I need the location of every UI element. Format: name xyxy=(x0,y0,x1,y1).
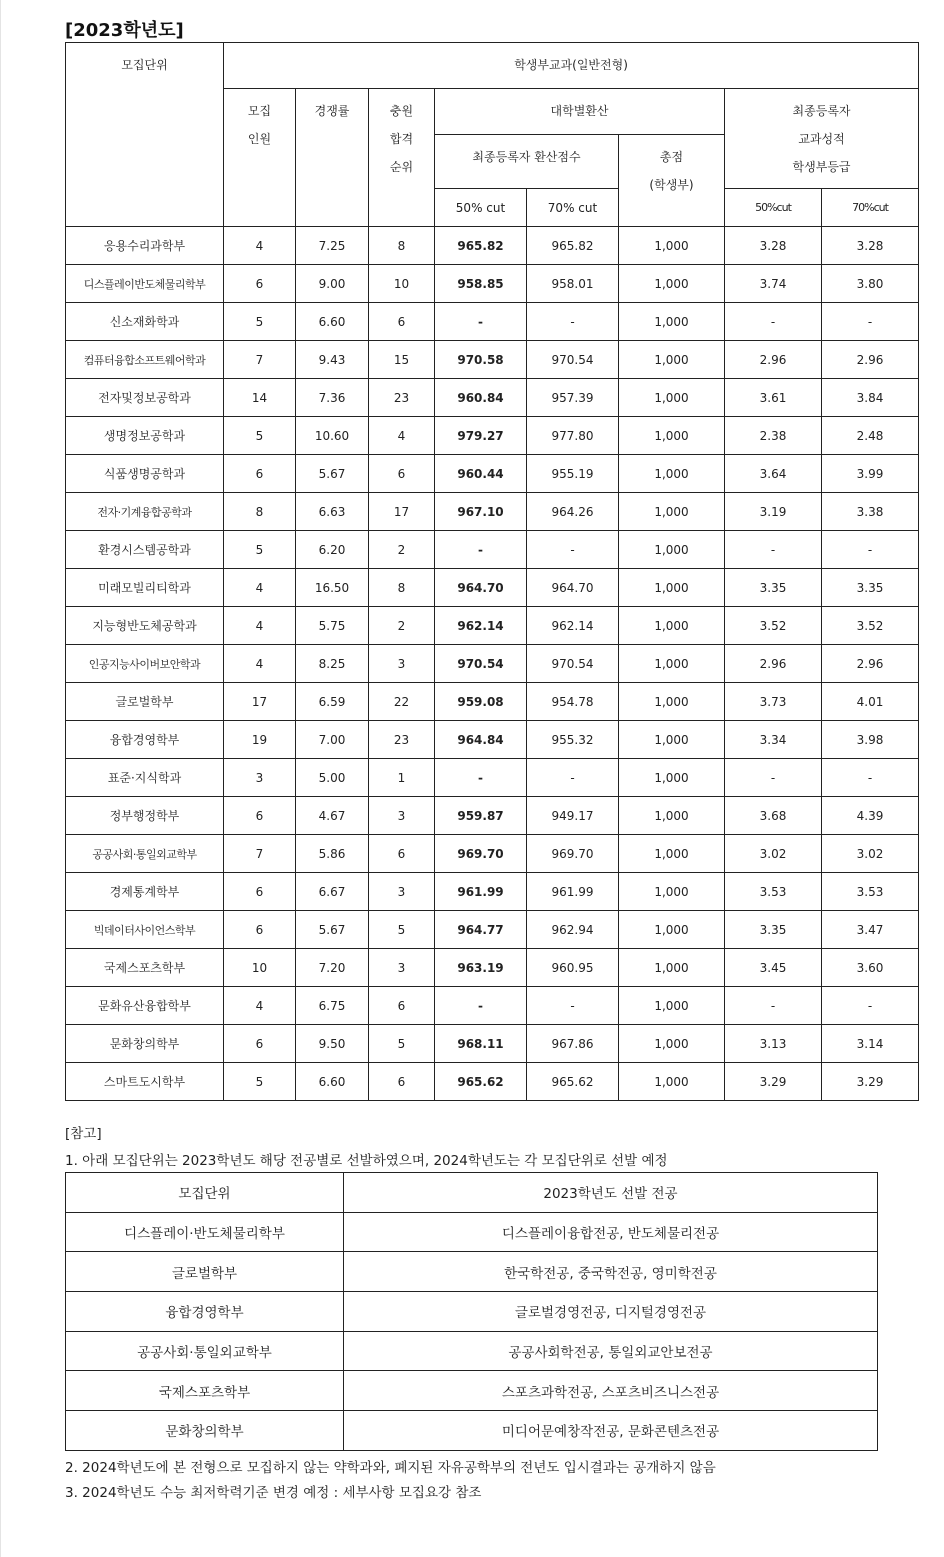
cell-waitlist: 4 xyxy=(369,417,435,455)
major-cell-majors: 공공사회학전공, 통일외교안보전공 xyxy=(344,1331,878,1371)
cell-total: 1,000 xyxy=(619,1063,725,1101)
cell-cut50: - xyxy=(435,987,527,1025)
cell-total: 1,000 xyxy=(619,227,725,265)
cell-cut50: 960.44 xyxy=(435,455,527,493)
cell-cut50: 960.84 xyxy=(435,379,527,417)
major-cell-unit: 융합경영학부 xyxy=(66,1292,344,1332)
cell-unit: 인공지능사이버보안학과 xyxy=(66,645,224,683)
table-row xyxy=(66,645,919,683)
table-row xyxy=(66,379,919,417)
cell-unit: 글로벌학부 xyxy=(66,683,224,721)
cell-total: 1,000 xyxy=(619,759,725,797)
cell-grade70: - xyxy=(822,759,919,797)
cell-total: 1,000 xyxy=(619,531,725,569)
cell-cut70: 955.19 xyxy=(527,455,619,493)
cell-recruit: 5 xyxy=(224,531,296,569)
cell-recruit: 6 xyxy=(224,873,296,911)
cell-grade70: 3.02 xyxy=(822,835,919,873)
major-cell-unit: 공공사회·통일외교학부 xyxy=(66,1331,344,1371)
cell-grade70: 3.14 xyxy=(822,1025,919,1063)
table-row xyxy=(66,265,919,303)
cell-competition: 5.67 xyxy=(296,911,369,949)
cell-cut50: - xyxy=(435,303,527,341)
cell-waitlist: 6 xyxy=(369,987,435,1025)
table-row xyxy=(66,455,919,493)
header-univ-conv: 대학별환산 xyxy=(435,89,725,135)
cell-unit: 문화창의학부 xyxy=(66,1025,224,1063)
cell-total: 1,000 xyxy=(619,379,725,417)
major-row xyxy=(66,1331,878,1371)
admission-results-table xyxy=(65,42,919,1101)
cell-waitlist: 17 xyxy=(369,493,435,531)
cell-unit: 문화유산융합학부 xyxy=(66,987,224,1025)
cell-recruit: 3 xyxy=(224,759,296,797)
cell-recruit: 6 xyxy=(224,265,296,303)
cell-grade50: 3.02 xyxy=(725,835,822,873)
cell-unit: 표준·지식학과 xyxy=(66,759,224,797)
cell-total: 1,000 xyxy=(619,569,725,607)
table-row xyxy=(66,759,919,797)
cell-cut50: 964.84 xyxy=(435,721,527,759)
cell-unit: 정부행정학부 xyxy=(66,797,224,835)
cell-cut50: 962.14 xyxy=(435,607,527,645)
cell-cut50: 965.62 xyxy=(435,1063,527,1101)
cell-competition: 7.36 xyxy=(296,379,369,417)
cell-waitlist: 6 xyxy=(369,303,435,341)
cell-unit: 스마트도시학부 xyxy=(66,1063,224,1101)
cell-waitlist: 8 xyxy=(369,227,435,265)
cell-competition: 5.75 xyxy=(296,607,369,645)
cell-cut50: 958.85 xyxy=(435,265,527,303)
cell-cut50: 970.58 xyxy=(435,341,527,379)
cell-grade70: 2.48 xyxy=(822,417,919,455)
major-cell-majors: 디스플레이융합전공, 반도체물리전공 xyxy=(344,1212,878,1252)
cell-unit: 전자·기계융합공학과 xyxy=(66,493,224,531)
cell-grade50: 3.13 xyxy=(725,1025,822,1063)
cell-cut50: 979.27 xyxy=(435,417,527,455)
cell-total: 1,000 xyxy=(619,683,725,721)
cell-cut70: 965.62 xyxy=(527,1063,619,1101)
cell-grade50: 3.28 xyxy=(725,227,822,265)
cell-grade70: 3.53 xyxy=(822,873,919,911)
cell-waitlist: 3 xyxy=(369,797,435,835)
cell-cut70: - xyxy=(527,987,619,1025)
cell-grade50: 3.45 xyxy=(725,949,822,987)
major-cell-unit: 문화창의학부 xyxy=(66,1411,344,1451)
major-row xyxy=(66,1292,878,1332)
cell-total: 1,000 xyxy=(619,721,725,759)
major-table xyxy=(65,1172,878,1451)
cell-recruit: 4 xyxy=(224,569,296,607)
cell-competition: 6.60 xyxy=(296,1063,369,1101)
cell-grade50: 3.35 xyxy=(725,569,822,607)
cell-grade50: - xyxy=(725,987,822,1025)
table-row xyxy=(66,873,919,911)
cell-waitlist: 3 xyxy=(369,873,435,911)
cell-waitlist: 6 xyxy=(369,1063,435,1101)
cell-total: 1,000 xyxy=(619,493,725,531)
major-cell-majors: 미디어문예창작전공, 문화콘텐츠전공 xyxy=(344,1411,878,1451)
header-grade50: 50%cut xyxy=(725,189,822,227)
cell-competition: 8.25 xyxy=(296,645,369,683)
cell-cut50: 969.70 xyxy=(435,835,527,873)
cell-competition: 4.67 xyxy=(296,797,369,835)
cell-waitlist: 22 xyxy=(369,683,435,721)
cell-unit: 미래모빌리티학과 xyxy=(66,569,224,607)
cell-grade50: 3.73 xyxy=(725,683,822,721)
cell-competition: 7.20 xyxy=(296,949,369,987)
major-cell-unit: 국제스포츠학부 xyxy=(66,1371,344,1411)
cell-waitlist: 23 xyxy=(369,721,435,759)
cell-unit: 응용수리과학부 xyxy=(66,227,224,265)
header-final-conv: 최종등록자 환산점수 xyxy=(435,135,619,189)
cell-waitlist: 5 xyxy=(369,1025,435,1063)
header-cut50: 50% cut xyxy=(435,189,527,227)
cell-waitlist: 3 xyxy=(369,645,435,683)
header-grade70: 70%cut xyxy=(822,189,919,227)
cell-waitlist: 3 xyxy=(369,949,435,987)
cell-cut70: 964.26 xyxy=(527,493,619,531)
table-row xyxy=(66,721,919,759)
table-row xyxy=(66,987,919,1025)
cell-waitlist: 6 xyxy=(369,455,435,493)
cell-waitlist: 5 xyxy=(369,911,435,949)
cell-competition: 6.59 xyxy=(296,683,369,721)
cell-grade50: 2.96 xyxy=(725,341,822,379)
cell-recruit: 6 xyxy=(224,911,296,949)
cell-unit: 컴퓨터융합소프트웨어학과 xyxy=(66,341,224,379)
cell-grade50: 3.35 xyxy=(725,911,822,949)
cell-grade50: 3.19 xyxy=(725,493,822,531)
table-row xyxy=(66,417,919,455)
cell-recruit: 4 xyxy=(224,607,296,645)
cell-cut70: - xyxy=(527,759,619,797)
cell-total: 1,000 xyxy=(619,949,725,987)
cell-competition: 9.00 xyxy=(296,265,369,303)
cell-unit: 식품생명공학과 xyxy=(66,455,224,493)
cell-grade50: 3.74 xyxy=(725,265,822,303)
cell-recruit: 14 xyxy=(224,379,296,417)
cell-waitlist: 6 xyxy=(369,835,435,873)
cell-cut50: 963.19 xyxy=(435,949,527,987)
cell-recruit: 7 xyxy=(224,341,296,379)
cell-total: 1,000 xyxy=(619,455,725,493)
cell-grade50: 3.61 xyxy=(725,379,822,417)
cell-waitlist: 23 xyxy=(369,379,435,417)
cell-cut70: 955.32 xyxy=(527,721,619,759)
major-row xyxy=(66,1371,878,1411)
major-cell-unit: 디스플레이·반도체물리학부 xyxy=(66,1212,344,1252)
cell-competition: 6.75 xyxy=(296,987,369,1025)
major-cell-majors: 스포츠과학전공, 스포츠비즈니스전공 xyxy=(344,1371,878,1411)
table-row xyxy=(66,797,919,835)
header-total: 총점 (학생부) xyxy=(619,135,725,227)
cell-total: 1,000 xyxy=(619,645,725,683)
notes-heading: [참고] xyxy=(65,1126,102,1142)
cell-grade70: 3.29 xyxy=(822,1063,919,1101)
cell-grade50: 3.29 xyxy=(725,1063,822,1101)
cell-cut70: 954.78 xyxy=(527,683,619,721)
cell-cut70: 962.14 xyxy=(527,607,619,645)
table-row xyxy=(66,911,919,949)
cell-total: 1,000 xyxy=(619,341,725,379)
cell-cut70: 960.95 xyxy=(527,949,619,987)
cell-recruit: 6 xyxy=(224,455,296,493)
cell-cut70: 965.82 xyxy=(527,227,619,265)
cell-grade70: 4.39 xyxy=(822,797,919,835)
cell-grade70: - xyxy=(822,531,919,569)
cell-recruit: 17 xyxy=(224,683,296,721)
cell-grade70: 3.80 xyxy=(822,265,919,303)
table-row xyxy=(66,683,919,721)
cell-grade70: - xyxy=(822,987,919,1025)
table-row xyxy=(66,949,919,987)
cell-recruit: 19 xyxy=(224,721,296,759)
cell-recruit: 6 xyxy=(224,1025,296,1063)
table-row xyxy=(66,227,919,265)
cell-unit: 빅데이터사이언스학부 xyxy=(66,911,224,949)
cell-cut50: - xyxy=(435,531,527,569)
cell-grade70: - xyxy=(822,303,919,341)
cell-total: 1,000 xyxy=(619,607,725,645)
cell-competition: 16.50 xyxy=(296,569,369,607)
table-row xyxy=(66,493,919,531)
cell-unit: 국제스포츠학부 xyxy=(66,949,224,987)
cell-recruit: 5 xyxy=(224,417,296,455)
cell-grade70: 3.52 xyxy=(822,607,919,645)
cell-competition: 6.67 xyxy=(296,873,369,911)
major-cell-unit: 글로벌학부 xyxy=(66,1252,344,1292)
cell-unit: 융합경영학부 xyxy=(66,721,224,759)
cell-waitlist: 8 xyxy=(369,569,435,607)
cell-competition: 6.60 xyxy=(296,303,369,341)
cell-unit: 지능형반도체공학과 xyxy=(66,607,224,645)
table-row xyxy=(66,569,919,607)
cell-cut70: 967.86 xyxy=(527,1025,619,1063)
cell-grade50: - xyxy=(725,303,822,341)
cell-total: 1,000 xyxy=(619,873,725,911)
cell-waitlist: 10 xyxy=(369,265,435,303)
major-cell-majors: 글로벌경영전공, 디지털경영전공 xyxy=(344,1292,878,1332)
cell-grade70: 3.84 xyxy=(822,379,919,417)
cell-grade50: 3.52 xyxy=(725,607,822,645)
cell-recruit: 10 xyxy=(224,949,296,987)
cell-total: 1,000 xyxy=(619,797,725,835)
cell-competition: 9.50 xyxy=(296,1025,369,1063)
header-group: 학생부교과(일반전형) xyxy=(224,43,919,89)
cell-unit: 경제통계학부 xyxy=(66,873,224,911)
major-header-unit: 모집단위 xyxy=(66,1173,344,1213)
table-row xyxy=(66,303,919,341)
cell-cut70: - xyxy=(527,303,619,341)
note-2: 2. 2024학년도에 본 전형으로 모집하지 않는 약학과와, 폐지된 자유공학부의 전년도 입시결과는 공개하지 않음 xyxy=(65,1460,716,1476)
header-competition: 경쟁률 xyxy=(296,89,369,227)
cell-competition: 5.67 xyxy=(296,455,369,493)
cell-cut50: 964.70 xyxy=(435,569,527,607)
major-header-majors: 2023학년도 선발 전공 xyxy=(344,1173,878,1213)
cell-grade50: - xyxy=(725,759,822,797)
note-3: 3. 2024학년도 수능 최저학력기준 변경 예정 : 세부사항 모집요강 참조 xyxy=(65,1485,482,1501)
cell-cut50: 965.82 xyxy=(435,227,527,265)
cell-grade50: 3.34 xyxy=(725,721,822,759)
cell-recruit: 4 xyxy=(224,227,296,265)
cell-recruit: 8 xyxy=(224,493,296,531)
table-row xyxy=(66,607,919,645)
cell-total: 1,000 xyxy=(619,1025,725,1063)
cell-competition: 7.00 xyxy=(296,721,369,759)
cell-grade70: 3.28 xyxy=(822,227,919,265)
cell-grade70: 3.47 xyxy=(822,911,919,949)
table-row xyxy=(66,531,919,569)
cell-total: 1,000 xyxy=(619,417,725,455)
cell-recruit: 6 xyxy=(224,797,296,835)
cell-cut70: 977.80 xyxy=(527,417,619,455)
cell-cut50: 970.54 xyxy=(435,645,527,683)
major-cell-majors: 한국학전공, 중국학전공, 영미학전공 xyxy=(344,1252,878,1292)
cell-cut70: 970.54 xyxy=(527,645,619,683)
cell-total: 1,000 xyxy=(619,911,725,949)
cell-recruit: 5 xyxy=(224,1063,296,1101)
cell-grade50: 2.96 xyxy=(725,645,822,683)
cell-cut70: 969.70 xyxy=(527,835,619,873)
cell-waitlist: 1 xyxy=(369,759,435,797)
header-cut70: 70% cut xyxy=(527,189,619,227)
cell-total: 1,000 xyxy=(619,303,725,341)
cell-recruit: 5 xyxy=(224,303,296,341)
cell-cut70: 961.99 xyxy=(527,873,619,911)
cell-grade70: 3.38 xyxy=(822,493,919,531)
cell-waitlist: 2 xyxy=(369,607,435,645)
cell-recruit: 7 xyxy=(224,835,296,873)
cell-grade50: 3.68 xyxy=(725,797,822,835)
cell-unit: 디스플레이반도체물리학부 xyxy=(66,265,224,303)
cell-grade70: 3.60 xyxy=(822,949,919,987)
cell-competition: 5.00 xyxy=(296,759,369,797)
cell-cut50: 968.11 xyxy=(435,1025,527,1063)
cell-unit: 공공사회·통일외교학부 xyxy=(66,835,224,873)
cell-competition: 6.20 xyxy=(296,531,369,569)
cell-waitlist: 15 xyxy=(369,341,435,379)
cell-grade70: 3.35 xyxy=(822,569,919,607)
cell-total: 1,000 xyxy=(619,987,725,1025)
cell-competition: 5.86 xyxy=(296,835,369,873)
header-recruit: 모집 인원 xyxy=(224,89,296,227)
cell-competition: 6.63 xyxy=(296,493,369,531)
cell-grade70: 2.96 xyxy=(822,645,919,683)
header-unit: 모집단위 xyxy=(66,43,224,227)
cell-cut70: 964.70 xyxy=(527,569,619,607)
header-waitlist: 충원 합격 순위 xyxy=(369,89,435,227)
major-row xyxy=(66,1212,878,1252)
cell-cut50: 967.10 xyxy=(435,493,527,531)
cell-recruit: 4 xyxy=(224,645,296,683)
cell-cut70: - xyxy=(527,531,619,569)
cell-competition: 10.60 xyxy=(296,417,369,455)
cell-grade70: 2.96 xyxy=(822,341,919,379)
cell-cut70: 958.01 xyxy=(527,265,619,303)
table-row xyxy=(66,341,919,379)
major-row xyxy=(66,1411,878,1451)
major-row xyxy=(66,1252,878,1292)
cell-competition: 7.25 xyxy=(296,227,369,265)
cell-cut50: 959.87 xyxy=(435,797,527,835)
cell-cut70: 957.39 xyxy=(527,379,619,417)
cell-cut50: - xyxy=(435,759,527,797)
cell-cut70: 970.54 xyxy=(527,341,619,379)
cell-waitlist: 2 xyxy=(369,531,435,569)
cell-cut50: 964.77 xyxy=(435,911,527,949)
cell-unit: 생명정보공학과 xyxy=(66,417,224,455)
cell-total: 1,000 xyxy=(619,835,725,873)
cell-cut70: 949.17 xyxy=(527,797,619,835)
note-1: 1. 아래 모집단위는 2023학년도 해당 전공별로 선발하였으며, 2024학년도는 각 모집단위로 선발 예정 xyxy=(65,1153,668,1169)
cell-grade70: 4.01 xyxy=(822,683,919,721)
table-row xyxy=(66,1063,919,1101)
cell-total: 1,000 xyxy=(619,265,725,303)
cell-grade70: 3.98 xyxy=(822,721,919,759)
cell-cut50: 961.99 xyxy=(435,873,527,911)
cell-unit: 전자및정보공학과 xyxy=(66,379,224,417)
header-final-grade: 최종등록자 교과성적 학생부등급 xyxy=(725,89,919,189)
cell-cut70: 962.94 xyxy=(527,911,619,949)
cell-unit: 신소재화학과 xyxy=(66,303,224,341)
cell-grade50: 3.64 xyxy=(725,455,822,493)
cell-cut50: 959.08 xyxy=(435,683,527,721)
cell-recruit: 4 xyxy=(224,987,296,1025)
cell-grade50: 3.53 xyxy=(725,873,822,911)
cell-unit: 환경시스템공학과 xyxy=(66,531,224,569)
cell-grade70: 3.99 xyxy=(822,455,919,493)
cell-grade50: 2.38 xyxy=(725,417,822,455)
table-row xyxy=(66,1025,919,1063)
cell-competition: 9.43 xyxy=(296,341,369,379)
cell-grade50: - xyxy=(725,531,822,569)
page-title: [2023학년도] xyxy=(65,20,184,41)
table-row xyxy=(66,835,919,873)
